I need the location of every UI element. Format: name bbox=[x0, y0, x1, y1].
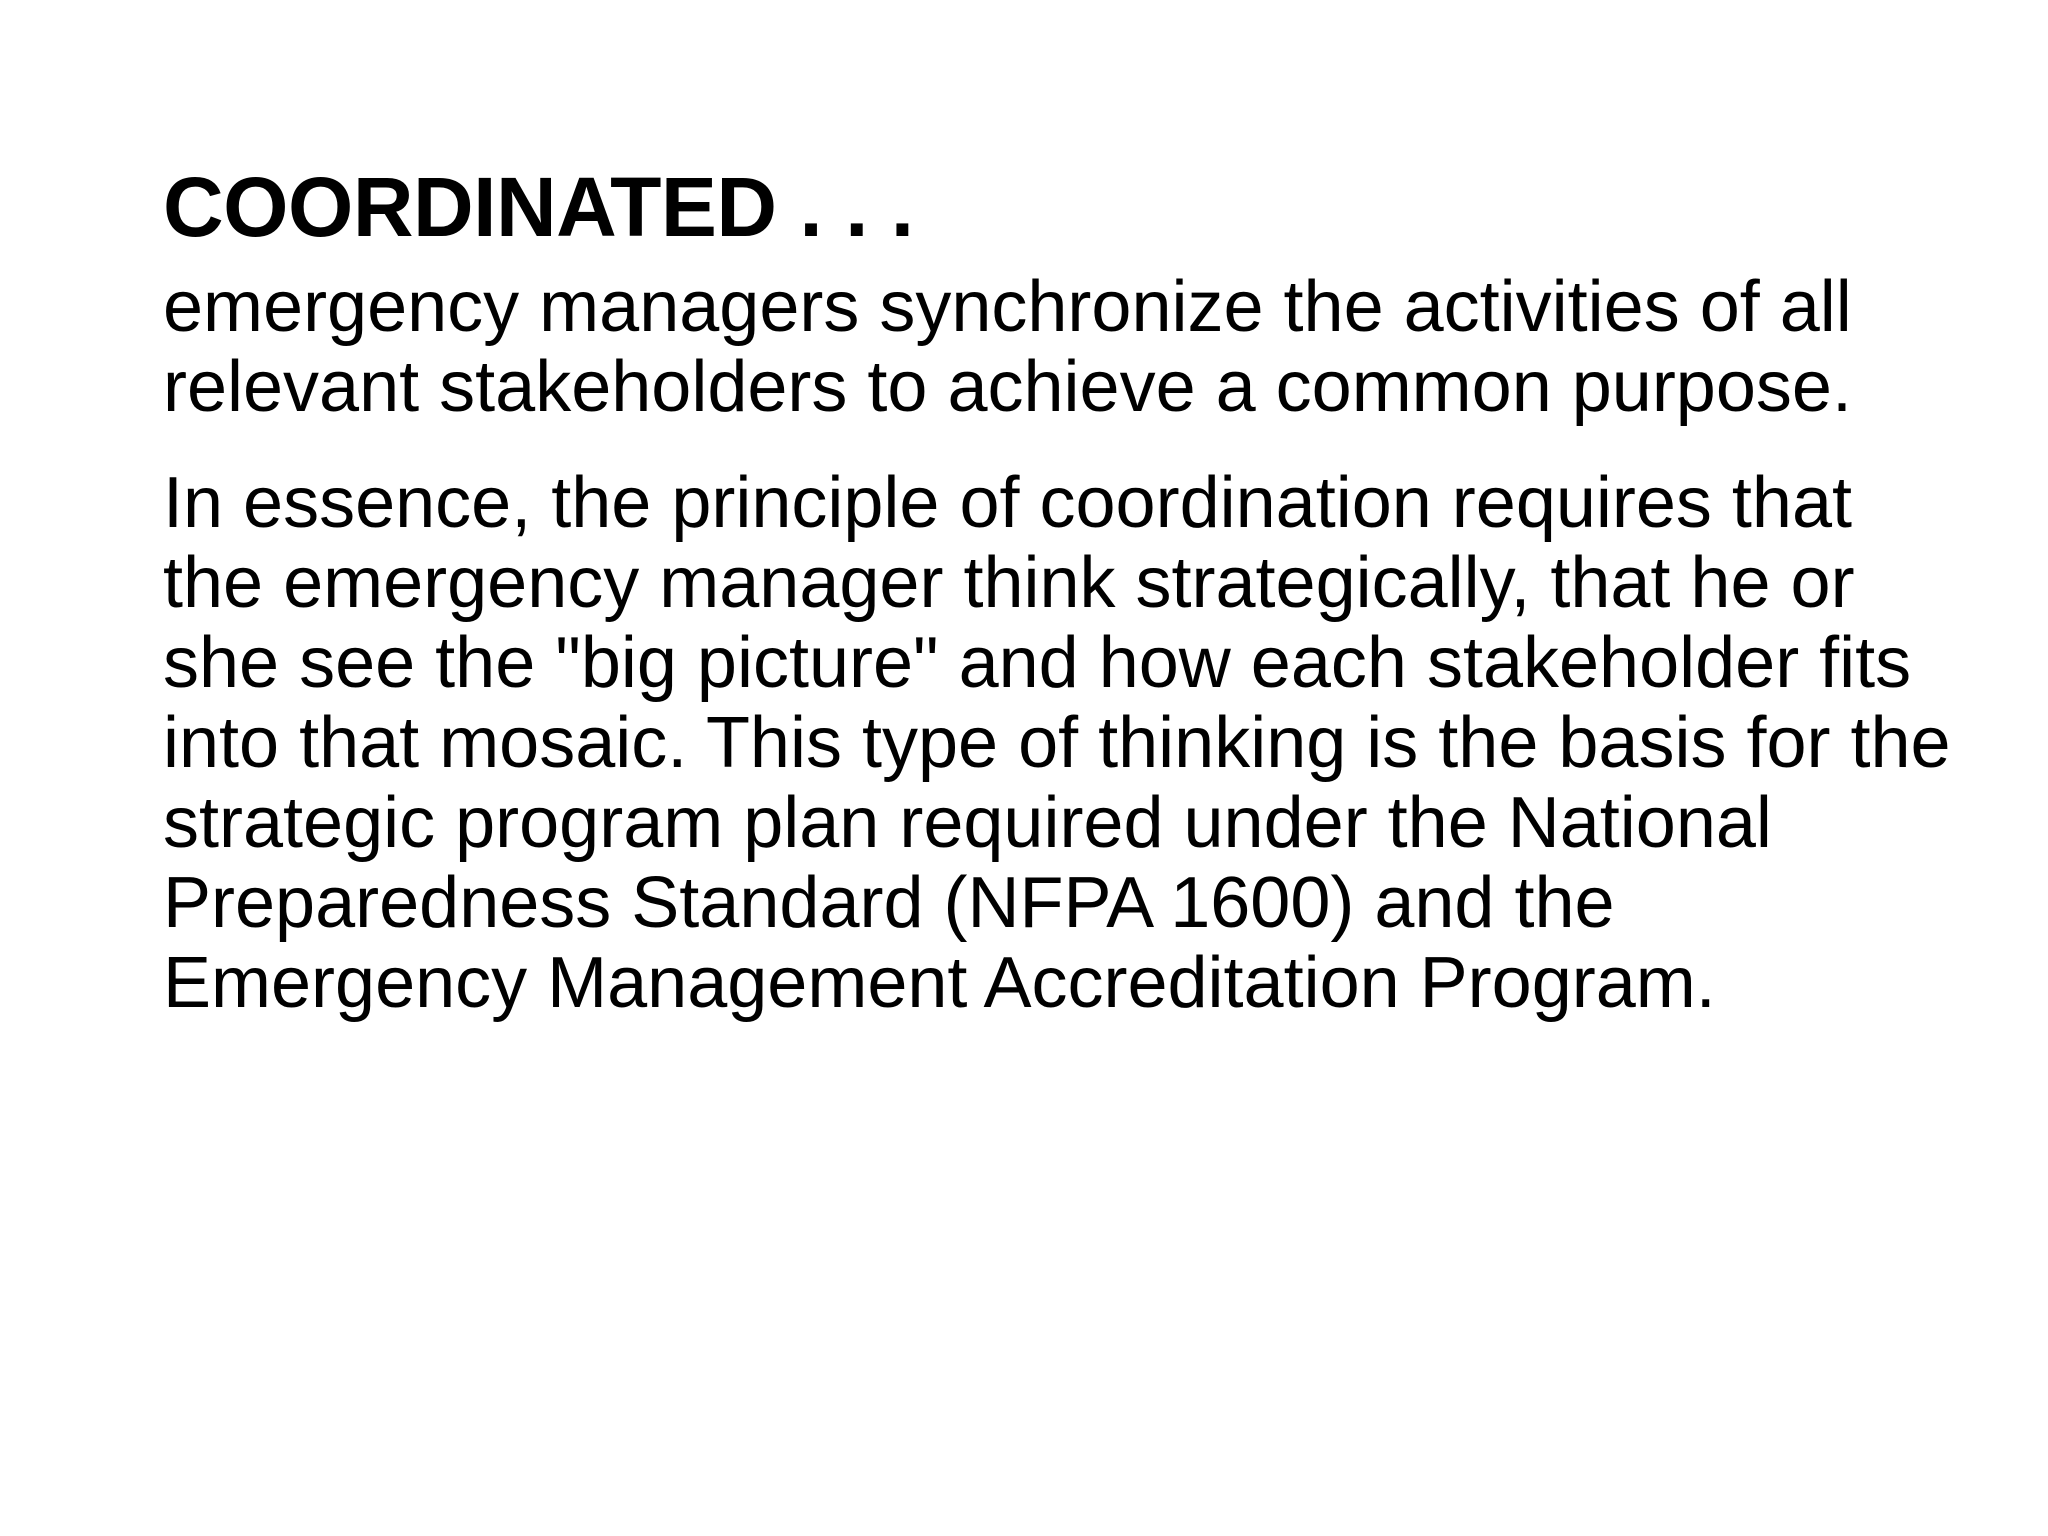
slide-content bbox=[163, 160, 1963, 1023]
slide-title: COORDINATED . . . bbox=[163, 160, 914, 254]
definition-paragraph: emergency managers synchronize the activities of all relevant stakeholders to achieve a common purpose. bbox=[163, 267, 1852, 427]
explanation-paragraph: In essence, the principle of coordination requires that the emergency manager think strategically, that he or she see the "big picture" and how each stakeholder fits into that mosaic. This type of thinking is the basis for the strategic program plan required under the National Preparedness Standard (NFPA 1600) and the Emergency Management Accreditation Program. bbox=[163, 463, 1951, 1023]
